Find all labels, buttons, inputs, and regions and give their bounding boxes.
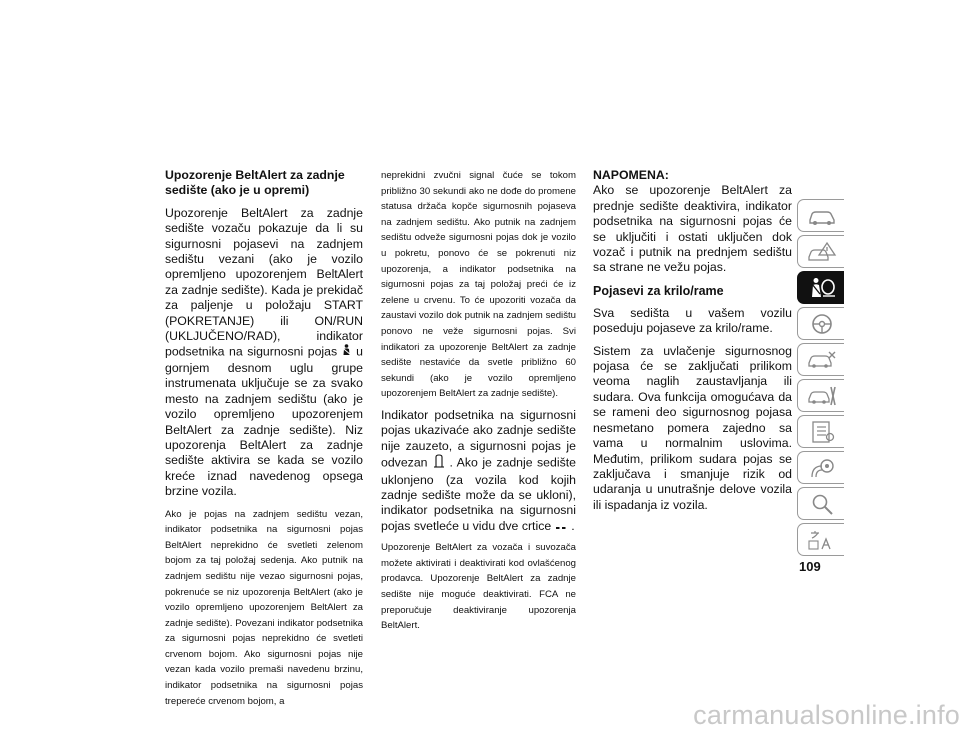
note-title: NAPOMENA: <box>593 168 669 182</box>
search-icon <box>807 493 837 515</box>
tab-car-service[interactable] <box>797 379 844 412</box>
car-icon <box>807 205 837 227</box>
steering-wheel-icon <box>807 313 837 335</box>
column-3 <box>593 168 792 513</box>
checklist-icon <box>807 421 837 443</box>
car-service-icon <box>807 385 837 407</box>
tab-language[interactable] <box>797 523 844 556</box>
paragraph-rear-beltalert-intro: Upozorenje BeltAlert za zadnje sedište vozaču pokazuje da li su sigurnosni pojasevi na zadnjem sedištu vezani (ako je vozilo opremljeno upozorenjem BeltAlert za zadnje sedište). Kada je prekidač za paljenje u položaju START (POKRETANJE) ili ON/RUN (UKLJUČENO/RAD), indikator podsetnika na sigurnosni pojas u gornjem desnom uglu grupe instrumenata uključuje se za svako mesto na zadnjem sedištu (ako je vozilo opremljeno upozorenjem BeltAlert za zadnje sedište). Niz upozorenja BeltAlert za zadnje sedište aktivira se kada se vozilo kreće iznad navedenog opsega brzine vozila. <box>165 205 363 499</box>
unbuckled-seat-icon <box>433 454 445 472</box>
page-number: 109 <box>799 559 821 574</box>
car-warning-icon <box>807 241 837 263</box>
seatbelt-indicator-icon <box>342 344 351 360</box>
column-1 <box>165 168 363 709</box>
paragraph-indicator-unoccupied: Indikator podsetnika na sigurnosni pojas ukazivaće ako zadnje sedište nije zauzeto, a sigurnosni pojas je odvezan . Ako je zadnje sedište uklonjeno (za vozila kod kojih zadnje sedište može da se ukloni), indikator podsetnika na sigurnosni pojas svetleće u vidu dve crtice . <box>381 407 576 533</box>
language-icon <box>807 529 837 551</box>
watermark: carmanualsonline.info <box>693 700 960 730</box>
tab-checklist[interactable] <box>797 415 844 448</box>
seatbelt-airbag-icon <box>807 277 837 299</box>
section-heading-lap-shoulder: Pojasevi za krilo/rame <box>593 283 724 298</box>
tab-car[interactable] <box>797 199 844 232</box>
note-text: Ako se upozorenje BeltAlert za prednje sedište deaktivira, indikator podsetnika na sigurnosni pojas će se uključiti i ostati uključen dok vozač i putnik na prednjem sedištu sa strane ne vežu pojas. <box>593 183 792 275</box>
paragraph-chime-continued: neprekidni zvučni signal čuće se tokom približno 30 sekundi ako ne dođe do promene statusa držača kopče sigurnosnih pojaseva na zadnjem sedištu. Ako putnik na zadnjem sedištu odveže sigurnosni pojas dok je vozilo u pokretu, ponovo će se pokrenuti niz upozorenja, a indikator podsetnika na sigurnosni pojas za taj položaj preći će iz zelene u crvenu. To će upozoriti vozača da zaustavi vozilo dok putnik na zadnjem sedištu ponovo ne veže sigurnosni pojas. Svi indikatori za upozorenje BeltAlert za zadnje sedište nestaviće da svetle približno 60 sekundi (ako je vozilo opremljeno upozorenjem BeltAlert za zadnje sedište). <box>381 170 576 400</box>
audio-navigation-icon <box>807 457 837 479</box>
paragraph-dealer-activation: Upozorenje BeltAlert za vozača i suvozača možete aktivirati i deaktivirati kod ovlašćenog prodavca. Upozorenje BeltAlert za zadnje sedište nije moguće deaktivirati. FCA ne preporučuje deaktiviranje upozorenja BeltAlert. <box>381 542 576 632</box>
tab-audio-navigation[interactable] <box>797 451 844 484</box>
paragraph-rear-belt-fastened: Ako je pojas na zadnjem sedištu vezan, indikator podsetnika na sigurnosni pojas BeltAlert neprekidno će svetleti zelenom bojom za taj položaj sedenja. Ako putnik na zadnjem sedištu nije vezao sigurnosni pojas, pokrenuće se niz upozorenja BeltAlert (ako je vozilo opremljeno upozorenjem BeltAlert za zadnje sedište). Povezani indikator podsetnika za sigurnosni pojas neprekidno će svetleti crvenom bojom. Ako sigurnosni pojas nije vezan kada vozilo premaši navedenu brzinu, indikator podsetnika na sigurnosni pojas trepereće crvenom bojom, a <box>165 508 363 707</box>
paragraph-lap-shoulder-intro: Sva sedišta u vašem vozilu poseduju pojaseve za krilo/rame. <box>593 305 792 336</box>
chapter-tabs <box>797 199 844 559</box>
column-2 <box>381 168 576 634</box>
tab-car-warning[interactable] <box>797 235 844 268</box>
tab-seatbelt-airbag[interactable] <box>797 271 844 304</box>
section-heading-rear-beltalert: Upozorenje BeltAlert za zadnje sedište (ako je u opremi) <box>165 168 345 198</box>
paragraph-retractor: Sistem za uvlačenje sigurnosnog pojasa će se zaključati prilikom veoma naglih zaustavljanja ili sudara. Ova funkcija omogućava da se rameni deo sigurnosnog pojasa nesmetano pomera zajedno sa vama u normalnim uslovima. Međutim, prilikom sudara pojas se zaključava i smanjuje rizik od udaranja u unutrašnje delove vozila ili ispadanja iz vozila. <box>593 343 792 512</box>
tab-car-start[interactable] <box>797 343 844 376</box>
two-dashes-icon <box>556 519 566 534</box>
tab-search[interactable] <box>797 487 844 520</box>
tab-steering[interactable] <box>797 307 844 340</box>
car-start-icon <box>807 349 837 371</box>
